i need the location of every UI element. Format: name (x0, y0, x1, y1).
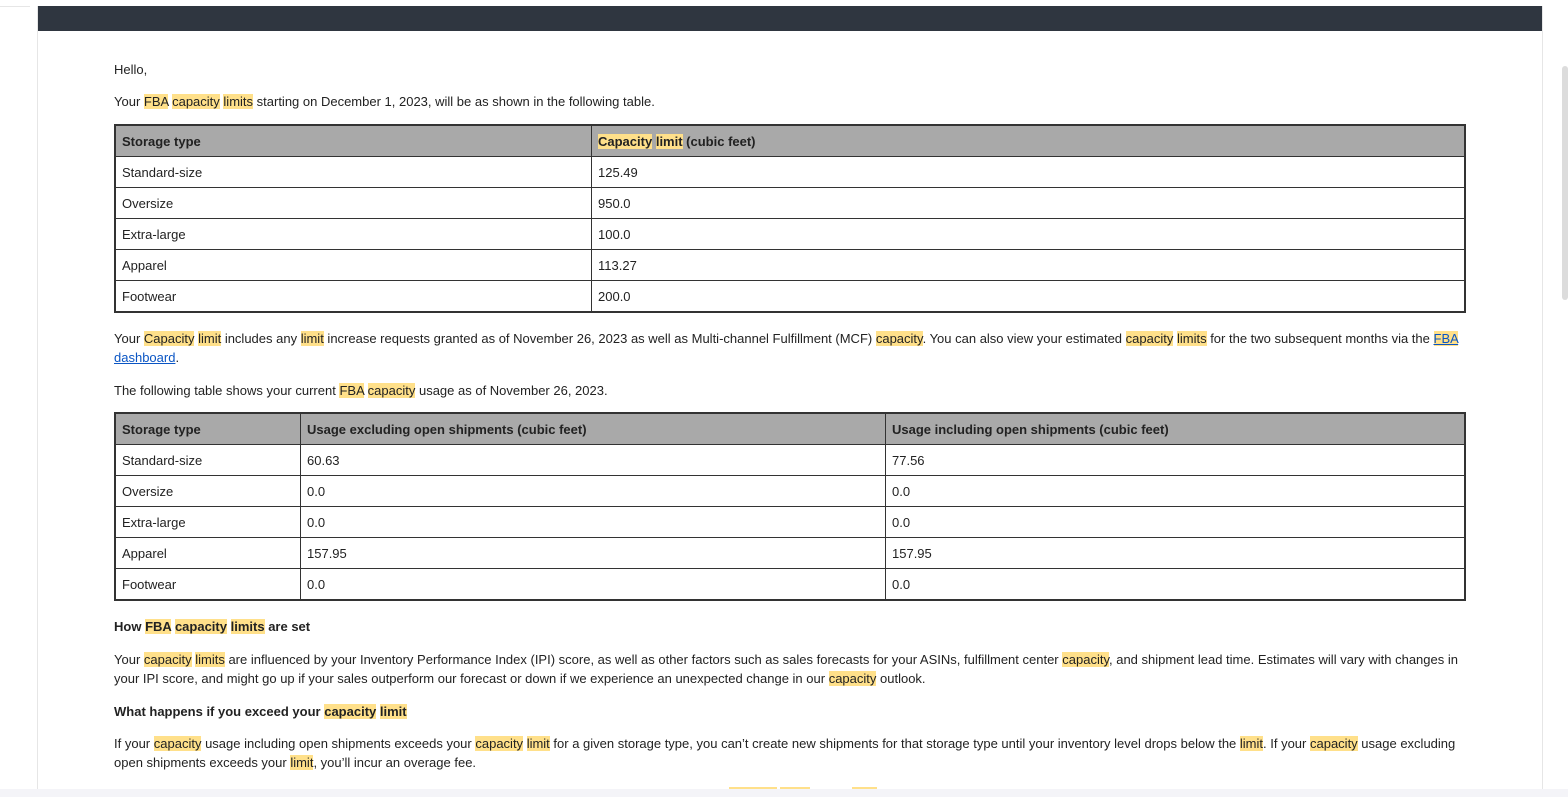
text: Your (114, 94, 144, 109)
text: usage including open shipments exceeds your (201, 736, 476, 751)
cell-usage-excluding: 157.95 (301, 538, 886, 569)
highlight: capacity (153, 736, 202, 751)
left-divider (0, 6, 30, 7)
cell-usage-including: 77.56 (886, 445, 1466, 476)
cell-capacity-value: 113.27 (592, 250, 1466, 281)
header-storage-type: Storage type (115, 125, 592, 157)
highlight: limit (1239, 736, 1264, 751)
includes-paragraph (114, 329, 1466, 367)
table-row (115, 445, 1465, 476)
highlight: capacity (1309, 736, 1358, 751)
text: , you’ll incur an overage fee. (313, 755, 477, 770)
cell-storage-type: Extra-large (115, 219, 592, 250)
cell-capacity-value: 200.0 (592, 281, 1466, 313)
text: . You can also view your estimated (922, 331, 1126, 346)
text: are influenced by your Inventory Performance Index (IPI) score, as well as other factors such as sales forecasts for your ASINs, fulfillment center (224, 652, 1063, 667)
text: If your (114, 736, 154, 751)
highlight: limits (223, 94, 254, 109)
header-storage-type: Storage type (115, 413, 301, 445)
highlight: limits (230, 619, 265, 634)
table-row (115, 476, 1465, 507)
table-row (115, 250, 1465, 281)
text: Your (114, 331, 144, 346)
highlight: capacity (1125, 331, 1174, 346)
cell-storage-type: Footwear (115, 281, 592, 313)
text: are set (264, 619, 311, 634)
cell-storage-type: Oversize (115, 476, 301, 507)
table-row (115, 507, 1465, 538)
cell-usage-excluding: 0.0 (301, 569, 886, 601)
highlight: limit (198, 331, 222, 346)
highlight: FBA (145, 619, 172, 634)
cell-usage-including: 0.0 (886, 476, 1466, 507)
table-row (115, 219, 1465, 250)
bottom-strip (0, 789, 1568, 797)
cell-storage-type: Oversize (115, 188, 592, 219)
text: (cubic feet) (682, 133, 756, 149)
text: for a given storage type, you can’t create new shipments for that storage type until your inventory level drops below the (549, 736, 1240, 751)
text: for the two subsequent months via the (1206, 331, 1434, 346)
capacity-usage-table (114, 412, 1466, 601)
cell-capacity-value: 100.0 (592, 219, 1466, 250)
highlight: FBA (339, 383, 365, 398)
cell-storage-type: Extra-large (115, 507, 301, 538)
text: usage excluding open shipments exceeds your (114, 736, 1456, 770)
email-frame (37, 6, 1543, 791)
text: How (114, 619, 146, 634)
highlight: capacity (875, 331, 923, 346)
cell-usage-including: 0.0 (886, 569, 1466, 601)
cell-storage-type: Apparel (115, 538, 301, 569)
highlight: capacity (367, 383, 416, 398)
text: , and shipment lead time. Estimates will vary with changes in your IPI score, and might go up if your sales outperform our forecast or down if we experience an unexpected change in our (114, 652, 1458, 686)
email-header-bar (38, 6, 1542, 31)
cell-storage-type: Standard-size (115, 157, 592, 188)
highlight: capacity (174, 619, 227, 634)
highlight: limit (300, 331, 324, 346)
highlight: capacity (475, 736, 524, 751)
table-row (115, 188, 1465, 219)
highlight: capacity (324, 704, 377, 719)
table-row (115, 569, 1465, 601)
highlight: limit (526, 736, 550, 751)
text: The following table shows your current (114, 383, 340, 398)
cell-storage-type: Footwear (115, 569, 301, 601)
highlight: limits (1176, 331, 1207, 346)
cell-storage-type: Apparel (115, 250, 592, 281)
link-text: dashboard (114, 350, 176, 365)
highlight: Capacity (598, 133, 653, 149)
cell-capacity-value: 125.49 (592, 157, 1466, 188)
highlight: FBA (143, 94, 169, 109)
exceed-limit-heading (114, 702, 407, 721)
capacity-limits-table (114, 124, 1466, 313)
text: starting on December 1, 2023, will be as shown in the following table. (253, 94, 655, 109)
header-capacity-limit (592, 125, 1466, 157)
cell-usage-including: 157.95 (886, 538, 1466, 569)
highlight: limit (655, 133, 683, 149)
intro-paragraph (114, 92, 655, 111)
highlight: capacity (828, 671, 877, 686)
table-header-row (115, 413, 1465, 445)
cell-usage-excluding: 0.0 (301, 507, 886, 538)
text: What happens if you exceed your (114, 704, 325, 719)
highlight: capacity (143, 652, 192, 667)
table-row (115, 538, 1465, 569)
exceed-limit-paragraph (114, 734, 1466, 772)
cell-usage-including: 0.0 (886, 507, 1466, 538)
cell-capacity-value: 950.0 (592, 188, 1466, 219)
scrollbar-thumb[interactable] (1562, 66, 1568, 300)
table-row (115, 157, 1465, 188)
text: Your (114, 652, 144, 667)
highlight: limits (195, 652, 225, 667)
text: increase requests granted as of November 26, 2023 as well as Multi-channel Fulfillment (MCF) (323, 331, 876, 346)
cell-usage-excluding: 60.63 (301, 445, 886, 476)
greeting: Hello, (114, 62, 148, 77)
cell-usage-excluding: 0.0 (301, 476, 886, 507)
table-row (115, 281, 1465, 313)
highlight: capacity (172, 94, 220, 109)
text: outlook. (876, 671, 926, 686)
table-header-row (115, 125, 1465, 157)
text: usage as of November 26, 2023. (415, 383, 608, 398)
highlight: limit (290, 755, 314, 770)
highlight: Capacity (143, 331, 195, 346)
highlight: capacity (1062, 652, 1109, 667)
highlight: FBA (1433, 331, 1459, 346)
usage-intro-paragraph (114, 381, 608, 400)
how-limits-set-paragraph (114, 650, 1466, 688)
text: . (175, 350, 180, 365)
header-usage-excluding: Usage excluding open shipments (cubic feet) (301, 413, 886, 445)
text: . If your (1263, 736, 1310, 751)
highlight: limit (379, 704, 407, 719)
how-limits-set-heading (114, 617, 310, 636)
text: includes any (221, 331, 301, 346)
header-usage-including: Usage including open shipments (cubic feet) (886, 413, 1466, 445)
cell-storage-type: Standard-size (115, 445, 301, 476)
